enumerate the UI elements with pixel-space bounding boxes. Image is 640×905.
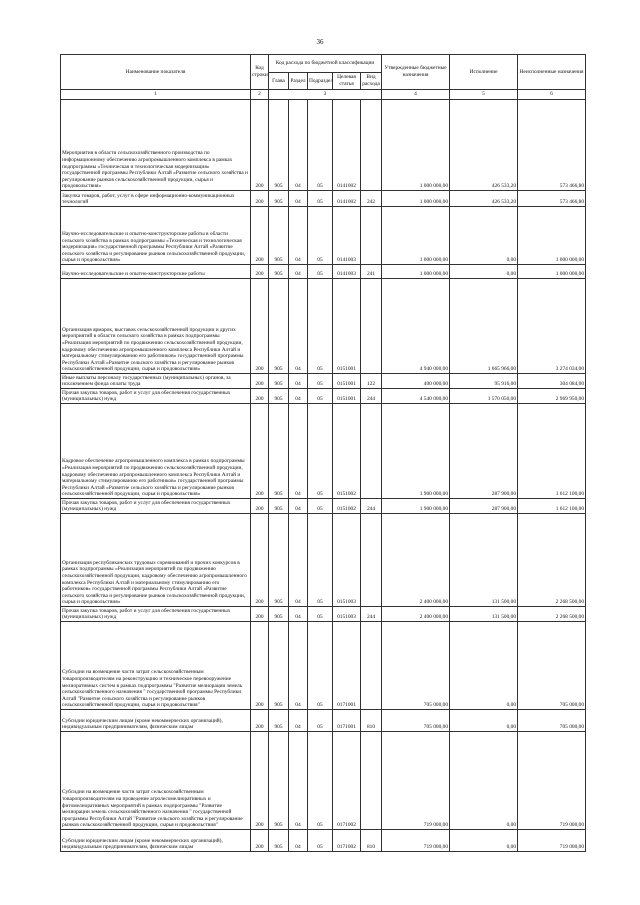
row-target: 0151003 — [333, 514, 361, 607]
row-executed: 131 500,00 — [450, 607, 518, 622]
row-code: 200 — [251, 389, 269, 404]
row-podrazdel: 05 — [308, 265, 333, 279]
row-name: Иные выплаты персоналу государственных (муниципальных) органов, за исключением фонда оплаты труда — [61, 374, 251, 389]
row-target: 0151003 — [333, 607, 361, 622]
header-name: Наименование показателя — [61, 55, 251, 90]
row-vid — [361, 100, 382, 191]
row-razdel: 04 — [289, 607, 308, 622]
row-name: Субсидии юридическим лицам (кроме некоммерческих организаций), индивидуальным предпринимателям, физическим лицам — [61, 830, 251, 852]
row-remaining: 573 466,80 — [518, 191, 586, 207]
table-row — [61, 404, 586, 499]
row-razdel: 04 — [289, 279, 308, 374]
header-target: Целевая статья — [333, 73, 361, 90]
column-number: 3 — [269, 90, 382, 100]
row-target: 0151001 — [333, 374, 361, 389]
row-vid — [361, 207, 382, 265]
row-approved: 719 000,00 — [382, 732, 450, 830]
row-approved: 1 000 000,00 — [382, 265, 450, 279]
row-name: Научно-исследовательские и опытно-конструкторские работы — [61, 265, 251, 279]
header-podrazdel: Подраздел — [308, 73, 333, 90]
row-razdel: 04 — [289, 404, 308, 499]
row-glava: 905 — [269, 389, 289, 404]
row-vid: 241 — [361, 265, 382, 279]
row-razdel: 04 — [289, 207, 308, 265]
row-glava: 905 — [269, 374, 289, 389]
table-row — [61, 499, 586, 514]
row-glava: 905 — [269, 207, 289, 265]
row-target: 0141003 — [333, 265, 361, 279]
table-row — [61, 191, 586, 207]
table-row — [61, 265, 586, 279]
row-razdel: 04 — [289, 100, 308, 191]
row-approved: 4 540 000,00 — [382, 389, 450, 404]
row-code: 200 — [251, 265, 269, 279]
row-razdel: 04 — [289, 499, 308, 514]
row-glava: 905 — [269, 100, 289, 191]
row-target: 0171002 — [333, 732, 361, 830]
row-glava: 905 — [269, 607, 289, 622]
row-approved: 705 000,00 — [382, 622, 450, 710]
row-remaining: 304 084,00 — [518, 374, 586, 389]
column-number: 1 — [61, 90, 251, 100]
row-target: 0171002 — [333, 830, 361, 852]
row-razdel: 04 — [289, 191, 308, 207]
row-code: 200 — [251, 514, 269, 607]
row-remaining: 1 000 000,00 — [518, 207, 586, 265]
row-glava: 905 — [269, 514, 289, 607]
header-executed: Исполнение — [450, 55, 518, 90]
row-name: Прочая закупка товаров, работ и услуг для обеспечения государственных (муниципальных) нужд — [61, 499, 251, 514]
row-remaining: 2 969 950,00 — [518, 389, 586, 404]
row-code: 200 — [251, 830, 269, 852]
row-glava: 905 — [269, 265, 289, 279]
row-code: 200 — [251, 374, 269, 389]
row-remaining: 1 612 100,00 — [518, 499, 586, 514]
row-vid: 810 — [361, 830, 382, 852]
column-number: 5 — [450, 90, 518, 100]
row-vid: 244 — [361, 607, 382, 622]
row-approved: 1 900 000,00 — [382, 499, 450, 514]
row-name: Субсидии юридическим лицам (кроме некоммерческих организаций), индивидуальным предпринимателям, физическим лицам — [61, 710, 251, 732]
row-podrazdel: 05 — [308, 207, 333, 265]
header-code: Код строки — [251, 55, 269, 90]
row-glava: 905 — [269, 404, 289, 499]
table-row — [61, 374, 586, 389]
row-podrazdel: 05 — [308, 100, 333, 191]
row-glava: 905 — [269, 830, 289, 852]
row-approved: 1 000 000,00 — [382, 191, 450, 207]
row-podrazdel: 05 — [308, 374, 333, 389]
row-name: Субсидии на возмещение части затрат сельскохозяйственным товаропроизводителям на проведение агролесомелиоративных и фитомелиоративных мероприятий в рамках подпрограммы "Развитие мелиорации земель сельскохозяйственного назначения " государственной программы Республики Алтай "Развитие сельского хозяйства и регулирование рынков сельскохозяйственной продукции, сырья и продовольствия" — [61, 732, 251, 830]
row-podrazdel: 05 — [308, 514, 333, 607]
row-code: 200 — [251, 499, 269, 514]
row-podrazdel: 05 — [308, 732, 333, 830]
row-razdel: 04 — [289, 374, 308, 389]
row-vid: 810 — [361, 710, 382, 732]
row-target: 0171001 — [333, 622, 361, 710]
row-razdel: 04 — [289, 710, 308, 732]
row-executed: 0,00 — [450, 265, 518, 279]
row-vid — [361, 279, 382, 374]
row-executed: 426 533,20 — [450, 100, 518, 191]
row-podrazdel: 05 — [308, 710, 333, 732]
row-razdel: 04 — [289, 265, 308, 279]
row-approved: 1 900 000,00 — [382, 404, 450, 499]
table-row — [61, 830, 586, 852]
header-vid: Вид расхода — [361, 73, 382, 90]
row-name: Кадровое обеспечение агропромышленного комплекса в рамках подпрограммы «Реализация мероприятий по продвижению сельскохозяйственной продукции, кадровому обеспечению агропромышленного комплекса Республики Алтай и материальному стимулированию его работников» государственной программы Республики Алтай «Развитие сельского хозяйства и регулирование рынков сельскохозяйственной продукции, сырья и продовольствия» — [61, 404, 251, 499]
row-executed: 0,00 — [450, 732, 518, 830]
row-vid: 244 — [361, 499, 382, 514]
row-executed: 0,00 — [450, 830, 518, 852]
row-code: 200 — [251, 622, 269, 710]
row-podrazdel: 05 — [308, 830, 333, 852]
row-target: 0151001 — [333, 279, 361, 374]
row-target: 0151001 — [333, 389, 361, 404]
row-podrazdel: 05 — [308, 191, 333, 207]
row-code: 200 — [251, 100, 269, 191]
table-row — [61, 732, 586, 830]
row-target: 0141002 — [333, 100, 361, 191]
row-remaining: 3 274 034,00 — [518, 279, 586, 374]
row-vid: 242 — [361, 191, 382, 207]
row-name: Прочая закупка товаров, работ и услуг для обеспечения государственных (муниципальных) нужд — [61, 389, 251, 404]
row-glava: 905 — [269, 191, 289, 207]
table-row — [61, 622, 586, 710]
row-vid: 122 — [361, 374, 382, 389]
header-approved: Утвержденные бюджетные назначения — [382, 55, 450, 90]
table-row — [61, 389, 586, 404]
row-name: Научно-исследовательские и опытно-конструкторские работы в области сельского хозяйства в рамках подпрограммы «Техническая и технологическая модернизация» государственной программы Республики Алтай «Развитие сельского хозяйства и регулирование рынков сельскохозяйственной продукции, сырья и продовольствия» — [61, 207, 251, 265]
row-target: 0141002 — [333, 191, 361, 207]
row-name: Организация республиканских трудовых соревнований и прочих конкурсов в рамках подпрограммы «Реализация мероприятий по продвижению сельскохозяйственной продукции, кадровому обеспечению агропромышленного комплекса Республики Алтай и материальному стимулированию его работников» государственной программы Республики Алтай «Развитие сельского хозяйства и регулирование рынков сельскохозяйственной продукции, сырья и продовольствия» — [61, 514, 251, 607]
row-remaining: 719 000,00 — [518, 732, 586, 830]
row-razdel: 04 — [289, 514, 308, 607]
row-executed: 1 665 966,00 — [450, 279, 518, 374]
row-code: 200 — [251, 607, 269, 622]
row-remaining: 2 268 500,00 — [518, 607, 586, 622]
row-executed: 131 500,00 — [450, 514, 518, 607]
row-name: Субсидии на возмещение части затрат сельскохозяйственным товаропроизводителям на реконструкцию и техническое перевооружение мелиоративных систем в рамках подпрограммы "Развитие мелиорации земель сельскохозяйственного назначения " государственной программы Республики Алтай "Развитие сельского хозяйства и регулирование рынков сельскохозяйственной продукции, сырья и продовольствия" — [61, 622, 251, 710]
row-target: 0151002 — [333, 404, 361, 499]
row-vid — [361, 732, 382, 830]
row-code: 200 — [251, 732, 269, 830]
row-executed: 0,00 — [450, 207, 518, 265]
table-body — [61, 100, 586, 852]
row-remaining: 705 000,00 — [518, 622, 586, 710]
table-row — [61, 279, 586, 374]
row-executed: 0,00 — [450, 710, 518, 732]
row-name: Мероприятия в области сельскохозяйственного производства по информационному обеспечению агропромышленного комплекса в рамках подпрограммы «Техническая и технологическая модернизация» государственной программы Республики Алтай «Развитие сельского хозяйства и регулирование рынков сельскохозяйственной продукции, сырья и продовольствия» — [61, 100, 251, 191]
row-remaining: 1 000 000,00 — [518, 265, 586, 279]
table-row — [61, 514, 586, 607]
row-name: Прочая закупка товаров, работ и услуг для обеспечения государственных (муниципальных) нужд — [61, 607, 251, 622]
row-glava: 905 — [269, 710, 289, 732]
row-remaining: 2 268 500,00 — [518, 514, 586, 607]
row-approved: 1 000 000,00 — [382, 207, 450, 265]
row-razdel: 04 — [289, 389, 308, 404]
row-podrazdel: 05 — [308, 404, 333, 499]
row-executed: 287 900,00 — [450, 499, 518, 514]
row-executed: 1 570 050,00 — [450, 389, 518, 404]
row-glava: 905 — [269, 622, 289, 710]
row-glava: 905 — [269, 732, 289, 830]
table-row — [61, 207, 586, 265]
row-remaining: 705 000,00 — [518, 710, 586, 732]
row-approved: 1 000 000,00 — [382, 100, 450, 191]
row-approved: 719 000,00 — [382, 830, 450, 852]
row-remaining: 719 000,00 — [518, 830, 586, 852]
page-number: 36 — [316, 38, 324, 46]
row-code: 200 — [251, 191, 269, 207]
row-vid: 244 — [361, 389, 382, 404]
row-remaining: 573 466,80 — [518, 100, 586, 191]
row-code: 200 — [251, 404, 269, 499]
column-number: 6 — [518, 90, 586, 100]
row-razdel: 04 — [289, 732, 308, 830]
row-name: Закупка товаров, работ, услуг в сфере информационно-коммуникационных технологий — [61, 191, 251, 207]
row-approved: 4 940 000,00 — [382, 279, 450, 374]
row-name: Организация ярмарок, выставок сельскохозяйственной продукции и других мероприятий в области сельского хозяйства в рамках подпрограммы «Реализация мероприятий по продвижению сельскохозяйственной продукции, кадровому обеспечению агропромышленного комплекса Республики Алтай и материальному стимулированию его работников» государственной программы Республики Алтай «Развитие сельского хозяйства и регулирование рынков сельскохозяйственной продукции, сырья и продовольствия» — [61, 279, 251, 374]
row-code: 200 — [251, 207, 269, 265]
row-target: 0151002 — [333, 499, 361, 514]
row-approved: 705 000,00 — [382, 710, 450, 732]
row-glava: 905 — [269, 499, 289, 514]
row-executed: 95 916,00 — [450, 374, 518, 389]
row-approved: 2 400 000,00 — [382, 514, 450, 607]
row-target: 0141003 — [333, 207, 361, 265]
row-vid — [361, 514, 382, 607]
row-glava: 905 — [269, 279, 289, 374]
header-unexecuted: Неисполненные назначения — [518, 55, 586, 90]
header-glava: Глава — [269, 73, 289, 90]
row-podrazdel: 05 — [308, 607, 333, 622]
row-executed: 287 900,00 — [450, 404, 518, 499]
row-podrazdel: 05 — [308, 499, 333, 514]
row-executed: 426 533,20 — [450, 191, 518, 207]
row-code: 200 — [251, 710, 269, 732]
row-vid — [361, 404, 382, 499]
row-vid — [361, 622, 382, 710]
row-approved: 2 400 000,00 — [382, 607, 450, 622]
row-target: 0171001 — [333, 710, 361, 732]
row-podrazdel: 05 — [308, 389, 333, 404]
table-row — [61, 710, 586, 732]
budget-execution-table — [60, 54, 586, 852]
row-executed: 0,00 — [450, 622, 518, 710]
column-number: 2 — [251, 90, 269, 100]
row-razdel: 04 — [289, 830, 308, 852]
table-row — [61, 607, 586, 622]
row-podrazdel: 05 — [308, 622, 333, 710]
row-podrazdel: 05 — [308, 279, 333, 374]
row-approved: 400 000,00 — [382, 374, 450, 389]
row-razdel: 04 — [289, 622, 308, 710]
header-razdel: Раздел — [289, 73, 308, 90]
table-row — [61, 100, 586, 191]
header-budget-classification: Код расхода по бюджетной классификации — [269, 55, 382, 73]
column-number: 4 — [382, 90, 450, 100]
row-remaining: 1 612 100,00 — [518, 404, 586, 499]
row-code: 200 — [251, 279, 269, 374]
